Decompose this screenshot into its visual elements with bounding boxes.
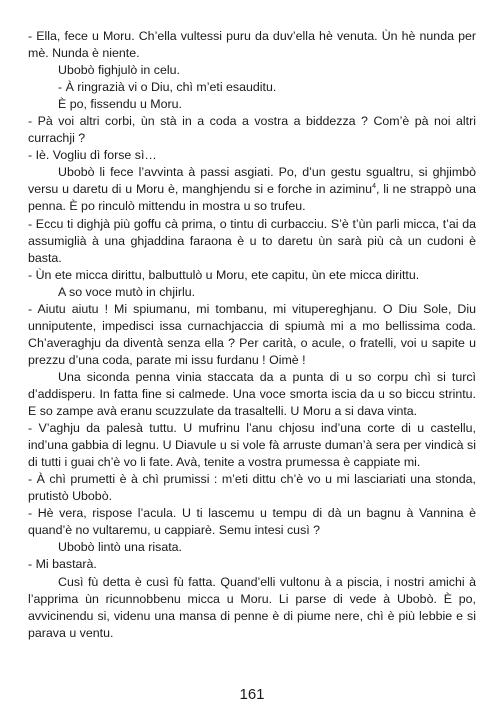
page-body [28,28,476,642]
paragraph: - Ella, fece u Moru. Ch’ella vultessi puru da duv’ella hè venuta. Ùn hè nunda per mè. Nunda è niente. [28,29,476,61]
paragraph: A so voce mutò in chjirlu. [58,284,196,299]
paragraph: - Ùn ete micca dirittu, balbuttulò u Moru, ete capitu, ùn ete micca dirittu. [28,267,420,282]
paragraph: Cusì fù detta è cusì fù fatta. Quand’elli vultonu à a piscia, i nostri amichi à l’apprima ùn ricunnobbenu micca u Moru. Li parse di vede à Ubobò. È po, avvicinendu si, videnu una mansa di penne è di piume nere, chì è più lebbie e si parava u ventu. [28,574,476,640]
paragraph: Ubobò fighjulò in celu. [58,63,180,78]
paragraph: - Pà voi altri corbi, ùn stà in a coda a vostra a biddezza ? Com’è pà noi altri currachji ? [28,114,476,146]
paragraph: È po, fissendu u Moru. [58,97,182,112]
paragraph: - Iè. Vogliu dì forse sì… [28,148,157,163]
paragraph-text: Ubobò li fece l’avvinta à passi asgiati. Po, d’un gestu sgualtru, si ghjimbò versu u daretu di u Moru è, manghjendu si e forche in aziminu [28,165,476,197]
footnote-marker[interactable]: 4 [372,183,376,191]
paragraph: Ubobò lintò una risata. [58,540,182,555]
paragraph: - Mi bastarà. [28,557,97,572]
paragraph: - Hè vera, rispose l’acula. U ti lascemu u tempu di dà un bagnu à Vannina è quand’è no vultaremu, u cappiarè. Semu intesi cusì ? [28,506,476,538]
paragraph: - À ringrazià vi o Diu, chì m’eti esauditu. [58,80,277,95]
paragraph-text: , li ne strappò una penna. È po rinculò mittendu in mostra u so trufeu. [28,182,476,214]
paragraph [28,164,476,215]
paragraph: - V’aghju da palesà tuttu. U mufrinu l’anu chjosu ind’una corte di u castellu, ind’una gabbia di legnu. U Diavule u si vole fà arruste duman’à sera per vindicà si di tutti i guai ch’è vo li fate. Avà, tenite a vostra prumessa è cappiate mi. [28,421,476,470]
paragraph: Una siconda penna vinia staccata da a punta di u so corpu chì si turcì d’addisperu. In fatta fine si calmede. Una voce smorta iscia da u so biccu strintu. E so zampe avà eranu scuzzulate da trasaltelli. U Moru a si dava vinta. [28,369,476,419]
paragraph: - Aiutu aiutu ! Mi spiumanu, mi tombanu, mi vitupereghjanu. O Diu Sole, Diu unniputente, impedisci issa curnachjaccia di spiumà mi a mo bellissima coda. Ch’averaghju da diventà senza ella ? Per carità, o acule, o fratelli, voi u sapite u prezzu d’una coda, parate mi issu furdanu ! Oimè ! [28,301,476,367]
page-number: 161 [239,686,265,703]
paragraph: - À chì prumetti è à chì prumissi : m’eti dittu ch’è vo u mi lasciariati una stonda, prutistò Ubobò. [28,472,476,504]
paragraph: - Eccu ti dighjà più goffu cà prima, o tintu di curbacciu. S’è t’ùn parli micca, t’ai da assumiglià à una ghjaddina faraona è u to daretu ùn sarà più cà un cudoni è basta. [28,216,476,265]
